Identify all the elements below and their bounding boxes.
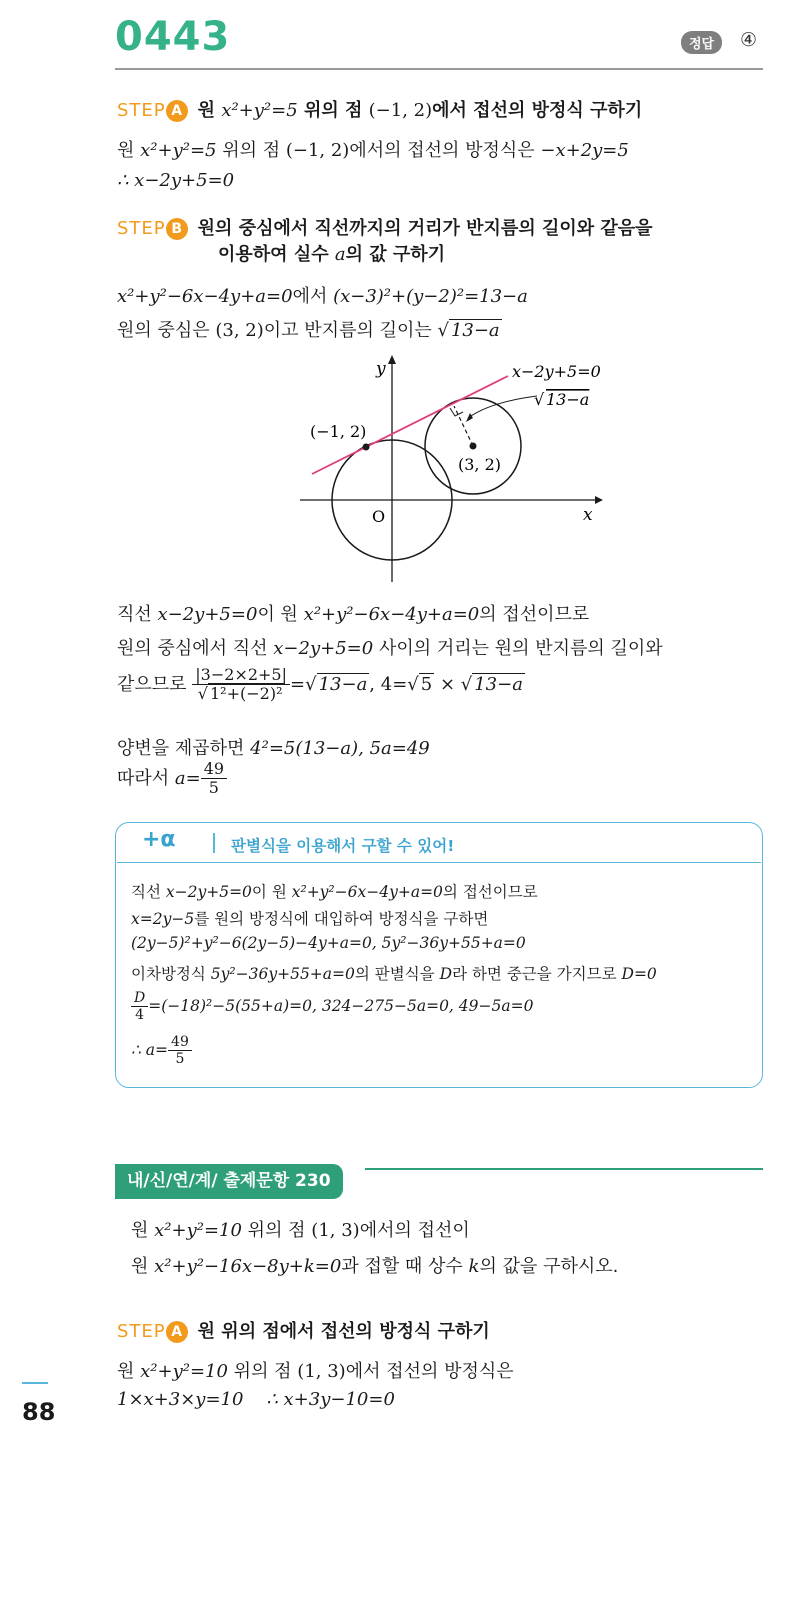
math: k (468, 1256, 480, 1277)
text: 의 판별식을 (354, 965, 440, 983)
step-b-line-2 (117, 316, 502, 342)
math: 5y²−36y+55+a=0 (210, 965, 355, 983)
text: 위의 점 (241, 1220, 312, 1241)
y-axis-label: y (376, 359, 386, 379)
math: × (434, 673, 461, 695)
text: 에서의 접선이 (359, 1220, 470, 1241)
step-word: STEP (117, 1321, 166, 1342)
step-b-line-1 (117, 282, 528, 308)
fraction-numerator: 49 (201, 760, 227, 779)
math: ∴ x−2y+5=0 (117, 170, 235, 191)
text: 원 (131, 1256, 155, 1277)
step-a-heading (117, 96, 642, 122)
text: 원 (117, 1361, 141, 1382)
distance-fraction (192, 666, 290, 704)
fraction-denominator: 4 (135, 1007, 145, 1024)
tip-line-1 (131, 880, 538, 902)
math: , 4= (369, 673, 408, 695)
math: a= (174, 767, 201, 789)
step-a2-line-1 (117, 1357, 514, 1383)
tip-answer-fraction (168, 1034, 192, 1067)
tangent-figure (290, 350, 640, 590)
step-word: STEP (117, 100, 166, 121)
spacer (243, 1389, 266, 1410)
math: x²+y²−6x−4y+a=0 (117, 286, 293, 307)
math: 4²=5(13−a), 5a=49 (250, 738, 430, 759)
plus-alpha-icon: +α (142, 827, 176, 852)
fraction-numerator: 49 (168, 1034, 192, 1051)
text: 에서 (292, 286, 334, 307)
radical-sign: √ (197, 684, 208, 704)
text: 원의 중심에서 직선 (117, 638, 274, 659)
answer-value: ④ (740, 29, 758, 51)
step-b-heading-line2 (218, 240, 445, 266)
step-a-title-pre: 원 (197, 100, 222, 121)
step-a-title-point: (−1, 2) (368, 100, 433, 121)
text: 의 값 구하기 (345, 244, 446, 265)
text: 직선 (131, 883, 166, 901)
answer-badge: 정답 (681, 31, 722, 54)
section-tag: 내/신/연/계/ 출제문항 230 (115, 1164, 343, 1199)
math: (1, 3) (297, 1361, 346, 1382)
explain-line-1 (117, 600, 589, 626)
x-axis-label: x (583, 505, 593, 525)
text: = (290, 673, 306, 695)
header-divider (115, 68, 763, 70)
step-a2-line-2 (117, 1389, 395, 1410)
step-a-title-post: 에서 접선의 방정식 구하기 (432, 100, 643, 121)
math: (3, 2) (215, 320, 264, 341)
math: 1×x+3×y=10 (117, 1389, 244, 1410)
math: D=0 (621, 965, 657, 983)
text: 이고 반지름의 길이는 (263, 320, 438, 341)
center-label: (3, 2) (458, 455, 502, 474)
radical-sign: √ (460, 673, 473, 695)
tangent-point (363, 444, 370, 451)
text: 직선 (117, 604, 158, 625)
step-a-title-mid: 위의 점 (297, 100, 369, 121)
y-axis-arrow (388, 355, 396, 364)
explain-line-3 (117, 666, 525, 704)
step-a-line-2 (117, 170, 234, 191)
math: (−1, 2) (285, 140, 350, 161)
text: 위의 점 (227, 1361, 298, 1382)
text: 사이의 거리는 원의 반지름의 길이와 (373, 638, 663, 659)
d-over-4-fraction (131, 990, 148, 1023)
text: 에서의 접선의 방정식은 (349, 140, 541, 161)
radius-label-sign: √ (534, 390, 545, 409)
text: 이 원 (251, 883, 292, 901)
math: x²+y²=10 (140, 1361, 228, 1382)
explain-line-4 (117, 734, 430, 760)
radical-sign: √ (437, 320, 449, 341)
section-line-1 (131, 1216, 470, 1242)
explain-line-5 (117, 760, 227, 798)
math: x=2y−5 (131, 910, 195, 928)
step-a2-heading (117, 1317, 490, 1343)
math: (x−3)²+(y−2)²=13−a (333, 286, 528, 307)
step-a-badge: A (166, 100, 188, 122)
math: 13−a (450, 320, 500, 341)
step-a2-title: 원 위의 점에서 접선의 방정식 구하기 (197, 1321, 490, 1342)
math: ∴ a= (131, 1041, 169, 1060)
math: x²+y²=10 (154, 1220, 242, 1241)
text: 따라서 (117, 767, 175, 789)
radius-label: 13−a (546, 390, 590, 409)
step-b-badge: B (166, 218, 188, 240)
text: 원 (117, 140, 141, 161)
tip-line-5 (131, 990, 533, 1023)
math: x²+y²=5 (140, 140, 217, 161)
math: ∴ x+3y−10=0 (266, 1389, 395, 1410)
math: x−2y+5=0 (273, 638, 374, 659)
text: 같으므로 (117, 673, 193, 695)
math: 5 (420, 673, 433, 695)
step-b-title-line1: 원의 중심에서 직선까지의 거리가 반지름의 길이와 같음을 (197, 218, 653, 239)
page-number-rule (22, 1382, 48, 1384)
problem-number: 0443 (115, 14, 231, 60)
math: (1, 3) (311, 1220, 360, 1241)
section-rule (365, 1168, 763, 1170)
step-b-heading (117, 214, 653, 240)
math: x²+y²−16x−8y+k=0 (154, 1256, 342, 1277)
text: 이용하여 실수 (218, 244, 335, 265)
leader-arrow (466, 413, 473, 422)
page-number: 88 (22, 1398, 56, 1426)
tip-title: 판별식을 이용해서 구할 수 있어! (231, 837, 455, 855)
text: 과 접할 때 상수 (341, 1256, 469, 1277)
text: 에서 접선의 방정식은 (345, 1361, 514, 1382)
math: D (439, 965, 453, 983)
radius-segment (454, 406, 473, 446)
radical-sign: √ (305, 673, 317, 695)
math: 13−a (474, 673, 523, 695)
fraction-denominator: 5 (175, 1051, 185, 1068)
fraction-denominator: 5 (208, 778, 219, 798)
math: =(−18)²−5(55+a)=0, 324−275−5a=0, 49−5a=0 (148, 997, 534, 1016)
point-label: (−1, 2) (310, 422, 367, 441)
tip-divider (213, 833, 215, 853)
tip-line-2 (131, 907, 488, 929)
step-word: STEP (117, 218, 166, 239)
explain-line-2 (117, 634, 663, 660)
math: −x+2y=5 (540, 140, 629, 161)
step-a-line-1 (117, 136, 629, 162)
text: 원 (131, 1220, 155, 1241)
text: 이차방정식 (131, 965, 211, 983)
tangent-label: x−2y+5=0 (512, 362, 601, 381)
fraction-numerator: |3−2×2+5| (192, 666, 290, 685)
tip-line-4 (131, 962, 657, 984)
radical-sign: √ (407, 673, 419, 695)
text: 를 원의 방정식에 대입하여 방정식을 구하면 (194, 910, 489, 928)
step-a-title-math: x²+y²=5 (221, 100, 298, 121)
text: 위의 점 (216, 140, 286, 161)
math: (2y−5)²+y²−6(2y−5)−4y+a=0, 5y²−36y+55+a=0 (131, 934, 526, 952)
origin-label: O (372, 507, 386, 526)
fraction-denominator: 1²+(−2)² (210, 684, 283, 704)
section-line-2 (131, 1252, 618, 1278)
math: x−2y+5=0 (165, 883, 252, 901)
math: 13−a (318, 673, 368, 695)
text: 이 원 (257, 604, 304, 625)
x-axis-arrow (595, 496, 603, 504)
answer-fraction (201, 760, 227, 798)
text: 의 접선이므로 (442, 883, 538, 901)
center-point (470, 443, 477, 450)
fraction-numerator: D (131, 990, 148, 1007)
text: 라 하면 중근을 가지므로 (452, 965, 622, 983)
radius-leader (468, 396, 537, 418)
text: 의 값을 구하시오. (479, 1256, 619, 1277)
tip-line-3 (131, 934, 526, 952)
text: 원의 중심은 (117, 320, 216, 341)
math: x²+y²−6x−4y+a=0 (303, 604, 480, 625)
text: 의 접선이므로 (479, 604, 590, 625)
math: x²+y²−6x−4y+a=0 (291, 883, 443, 901)
tip-line-6 (131, 1034, 192, 1067)
step-a2-badge: A (166, 1321, 188, 1343)
math: a (334, 244, 346, 265)
math: x−2y+5=0 (157, 604, 258, 625)
text: 양변을 제곱하면 (117, 738, 251, 759)
